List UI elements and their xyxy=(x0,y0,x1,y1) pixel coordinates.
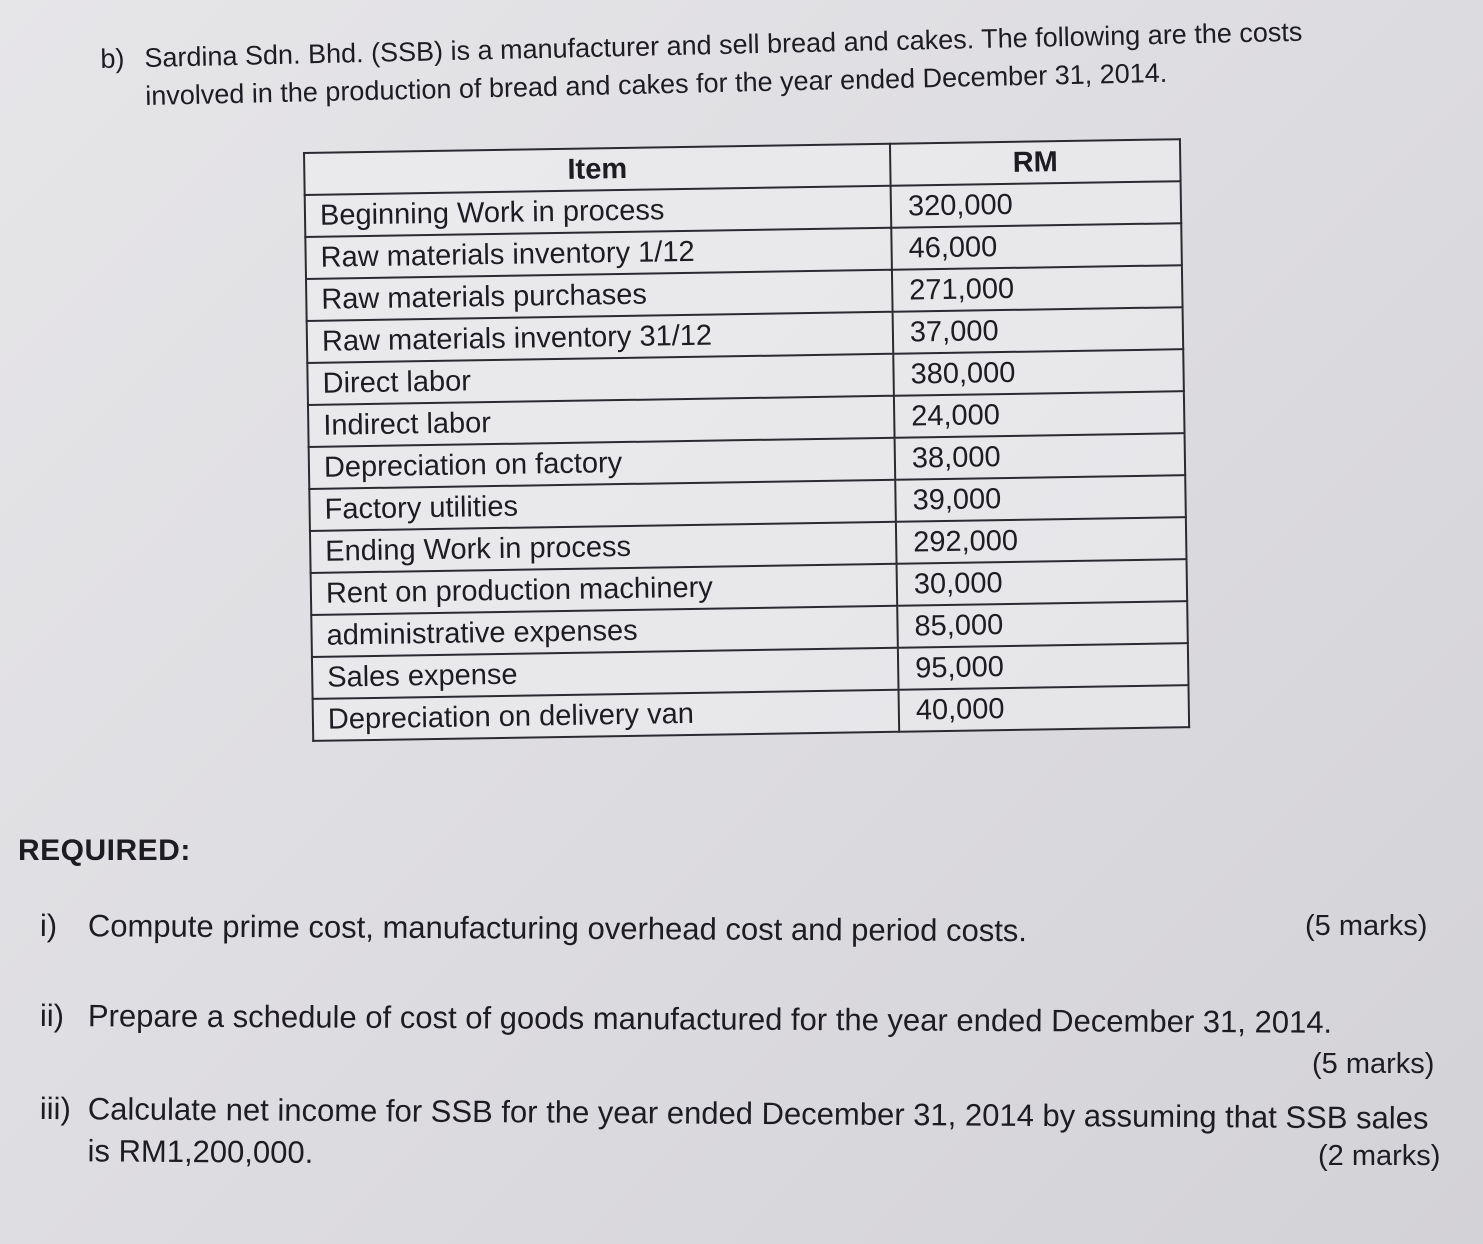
row-amount: 95,000 xyxy=(898,643,1189,690)
question-label: b) xyxy=(100,43,125,74)
question-text-continued: is RM1,200,000. xyxy=(87,1133,314,1170)
row-item: Depreciation on delivery van xyxy=(313,690,900,741)
row-amount: 320,000 xyxy=(891,181,1182,228)
row-amount: 40,000 xyxy=(899,685,1190,732)
intro-line-1: Sardina Sdn. Bhd. (SSB) is a manufacturer and sell bread and cakes. The following are the costs xyxy=(144,16,1303,73)
question-text: Calculate net income for SSB for the year ended December 31, 2014 by assuming that SSB sales xyxy=(87,1091,1429,1136)
row-item: Indirect labor xyxy=(308,396,895,447)
row-amount: 24,000 xyxy=(894,391,1185,438)
question-ii xyxy=(40,995,1450,1044)
cost-table xyxy=(303,138,1190,742)
required-heading: REQUIRED: xyxy=(18,834,191,867)
row-amount: 30,000 xyxy=(897,559,1188,606)
row-amount: 38,000 xyxy=(895,433,1186,480)
marks-label: (2 marks) xyxy=(1318,1140,1441,1172)
row-item: Direct labor xyxy=(307,354,894,405)
row-amount: 380,000 xyxy=(893,349,1184,396)
header-item: Item xyxy=(304,144,891,195)
cost-table-wrapper xyxy=(303,138,1190,742)
row-item: administrative expenses xyxy=(311,606,898,657)
row-item: Ending Work in process xyxy=(310,522,897,573)
question-intro xyxy=(100,10,1421,116)
row-amount: 46,000 xyxy=(891,223,1182,270)
marks-label: (5 marks) xyxy=(1305,910,1428,942)
header-rm: RM xyxy=(890,139,1181,186)
question-i xyxy=(40,905,1440,954)
row-item: Rent on production machinery xyxy=(311,564,898,615)
row-item: Factory utilities xyxy=(309,480,896,531)
question-iii xyxy=(39,1088,1470,1182)
question-text: Compute prime cost, manufacturing overhead cost and period costs. xyxy=(87,908,1028,949)
question-number: iii) xyxy=(39,1090,71,1127)
question-text: Prepare a schedule of cost of goods manufactured for the year ended December 31, 2014. xyxy=(87,998,1333,1040)
row-item: Sales expense xyxy=(312,648,899,699)
question-number: ii) xyxy=(39,997,65,1034)
row-amount: 37,000 xyxy=(893,307,1184,354)
marks-label: (5 marks) xyxy=(1312,1048,1435,1080)
row-item: Raw materials purchases xyxy=(306,270,893,321)
row-amount: 271,000 xyxy=(892,265,1183,312)
row-amount: 292,000 xyxy=(896,517,1187,564)
intro-line-2: involved in the production of bread and cakes for the year ended December 31, 2014. xyxy=(144,57,1168,111)
row-amount: 39,000 xyxy=(895,475,1186,522)
row-item: Beginning Work in process xyxy=(305,186,892,237)
row-item: Raw materials inventory 1/12 xyxy=(305,228,892,279)
row-amount: 85,000 xyxy=(897,601,1188,648)
question-number: i) xyxy=(39,907,58,944)
row-item: Depreciation on factory xyxy=(309,438,896,489)
row-item: Raw materials inventory 31/12 xyxy=(307,312,894,363)
